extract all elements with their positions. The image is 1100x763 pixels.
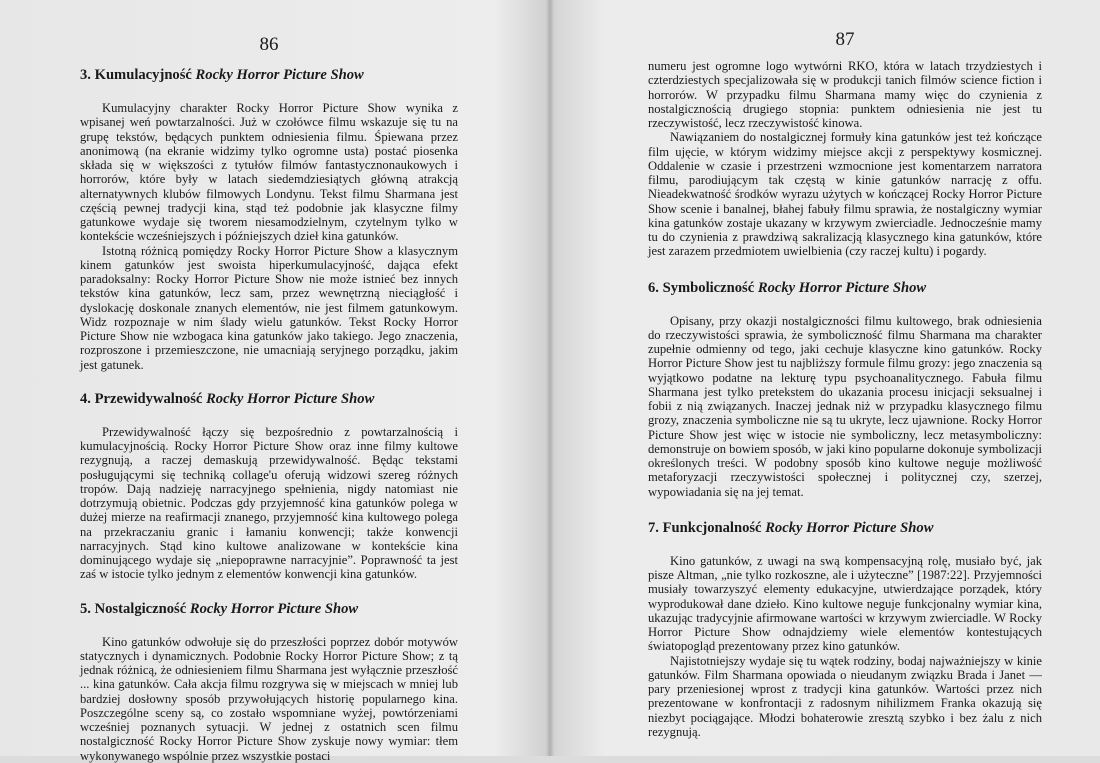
section-kumulacyjnosc <box>80 66 458 372</box>
paragraph: Nawiązaniem do nostalgicznej formuły kina gatunków jest też kończące film ujęcie, w którym widzimy miejsce akcji z perspektywy kosmicznej. Oddalenie w czasie i przestrzeni wzmocnione jest komentarzem narratora filmu, parodiującym tak częstą w kinie gatunków narrację z offu. Nieadekwatność środków wyrazu użytych w kończącej Rocky Horror Picture Show scenie i banalnej, błahej fabuły filmu sprawia, że nostalgiczny wymiar kina gatunków zostaje ukazany w krzywym zwierciadle. Jednocześnie mamy tu do czynienia z prawdziwą sakralizacją klasycznego kina gatunków, które jest zarazem przedmiotem uwielbienia (czy raczej kultu) i pogardy. <box>648 130 1042 259</box>
paragraph: Najistotniejszy wydaje się tu wątek rodziny, bodaj najważniejszy w kinie gatunków. Film Sharmana opowiada o nieudanym związku Brada i Janet — pary przeniesionej wprost z tradycji kina gatunków. Wartości przez nich prezentowane w konfrontacji z radosnym nihilizmem Franka okazują się niezbyt pociągające. Młodzi bohaterowie zresztą szybko i bez żalu z nich rezygnują. <box>648 653 1042 739</box>
section-przewidywalnosc <box>80 390 458 582</box>
section-heading: 5. Nostalgiczność Rocky Horror Picture Show <box>80 600 359 617</box>
page-number: 87 <box>835 29 855 50</box>
section-heading: 3. Kumulacyjność Rocky Horror Picture Show <box>80 67 364 83</box>
section-heading: 6. Symboliczność Rocky Horror Picture Show <box>648 279 927 296</box>
section-funkcjonalnosc <box>648 519 1042 739</box>
right-page <box>552 0 1100 756</box>
paragraph: Przewidywalność łączy się bezpośrednio z powtarzalnością i kumulacyjnością. Rocky Horror Picture Show oraz inne filmy kultowe rezygnują, a raczej demaskują przewidywalność. Będąc tekstami posługującymi się techniką collage'u oferują widzowi szereg różnych tropów. Dają nadzieję narracyjnego spełnienia, nigdy natomiast nie dotrzymują obietnic. Podczas gdy przyjemność kina gatunków polega w dużej mierze na reafirmacji znanego, przyjemność kina kultowego polega na przekraczaniu granic i łamaniu konwencji; także konwencji narracyjnych. Stąd kino kultowe analizowane w kontekście kina dominującego wydaje się „niepoprawne narracyjnie”. Poprawność ta jest zaś w istocie tylko jednym z elementów konwencji kina gatunków. <box>80 424 458 582</box>
paragraph: Kino gatunków, z uwagi na swą kompensacyjną rolę, musiało być, jak pisze Altman, „nie tylko rozkoszne, ale i użyteczne” [1987:22]. Przyjemności musiały towarzyszyć elementy edukacyjne, utwierdzające porządek, który wyprodukował dane dzieło. Kino kultowe neguje funkcjonalny wymiar kina, ukazując tradycyjnie afirmowane wartości w krzywym zwierciadle. W Rocky Horror Picture Show odnajdziemy wiele elementów kontestujących światopogląd prezentowany przez kino gatunków. <box>648 553 1042 654</box>
section-nostalgicznosc <box>80 600 458 763</box>
section-heading: 4. Przewidywalność Rocky Horror Picture Show <box>80 390 375 407</box>
paragraph: numeru jest ogromne logo wytwórni RKO, która w latach trzydziestych i czterdziestych specjalizowała się w produkcji tanich filmów science fiction i horrorów. W przypadku filmu Sharmana mamy więc do czynienia z nostalgicznością drugiego stopnia: punktem odniesienia nie jest tu rzeczywistość, lecz rzeczywistość kinowa. <box>648 59 1042 130</box>
paragraph: Opisany, przy okazji nostalgiczności filmu kultowego, brak odniesienia do rzeczywistości sprawia, że symboliczność filmu Sharmana ma charakter zupełnie odmienny od tego, jaki cechuje klasyczne kino gatunków. Rocky Horror Picture Show jest tu najbliższy formule filmu grozy: jego znaczenia są wyjątkowo podatne na lekturę typu psychoanalitycznego. Fabuła filmu Sharmana jest tylko pretekstem do ukazania procesu inicjacji seksualnej i fobii z nią związanych. Inaczej jednak niż w przypadku klasycznego filmu grozy, znaczenia symboliczne nie są tu ukryte, lecz ujawnione. Rocky Horror Picture Show jest więc w istocie nie symboliczny, lecz metasymboliczny: demonstruje on bowiem sposób, w jaki kino popularne dokonuje symbolizacji określonych treści. W podobny sposób kino kultowe neguje możliwość metaforyzacji rzeczywistości społecznej i politycznej czy, szerzej, wypowiadania się na jej temat. <box>648 313 1042 499</box>
section-continuation <box>648 59 1042 259</box>
paragraph: Kumulacyjny charakter Rocky Horror Picture Show wynika z wpisanej weń powtarzalności. Już w czołówce filmu wskazuje się tu na grupę tekstów, będących punktem odniesienia filmu. Śpiewana przez anonimową (na ekranie widzimy tylko ogromne usta) postać piosenka składa się w większości z tytułów filmów fantastycznonaukowych i horrorów, które były w latach siedemdziesiątych główną atrakcją alternatywnych klubów filmowych Londynu. Tekst filmu Sharmana jest częścią pewnej tradycji kina, stąd też podobnie jak klasyczne filmy gatunkowe wydaje się tworem niesamodzielnym, czytelnym tylko w kontekście wcześniejszych i późniejszych dzieł kina gatunków. <box>80 101 458 244</box>
page-number: 86 <box>259 34 279 55</box>
paragraph: Istotną różnicą pomiędzy Rocky Horror Picture Show a klasycznym kinem gatunków jest swoista hiperkumulacyjność, dająca efekt paradoksalny: Rocky Horror Picture Show nie może istnieć bez innych tekstów kina gatunków, lecz sam, przez wewnętrzną nieciągłość i dyslokację doskonale znanych elementów, nie jest filmem gatunkowym. Widz rozpoznaje w nim ślady wielu gatunków. Tekst Rocky Horror Picture Show nie wzbogaca kina gatunków jako takiego. Jego znaczenia, rozproszone i przemieszczone, nie umacniają seryjnego porządku, jakim jest gatunek. <box>80 243 458 372</box>
section-heading: 7. Funkcjonalność Rocky Horror Picture Show <box>648 519 934 536</box>
section-symbolicznosc <box>648 279 1042 499</box>
paragraph: Kino gatunków odwołuje się do przeszłości poprzez dobór motywów statycznych i dynamicznych. Podobnie Rocky Horror Picture Show; z tą jednak różnicą, że odniesieniem filmu Sharmana jest wyłącznie przeszłość ... kina gatunków. Cała akcja filmu rozgrywa się w miejscach w mniej lub bardziej dosłowny sposób przywołujących historię popularnego kina. Poszczególne sceny są, co zostało wspomniane wyżej, powtórzeniami wcześniej poznanych sytuacji. W jednej z ostatnich scen filmu nostalgiczność Rocky Horror Picture Show zyskuje nowy wymiar: tłem wykonywanego wspólnie przez wszystkie postaci <box>80 634 458 763</box>
